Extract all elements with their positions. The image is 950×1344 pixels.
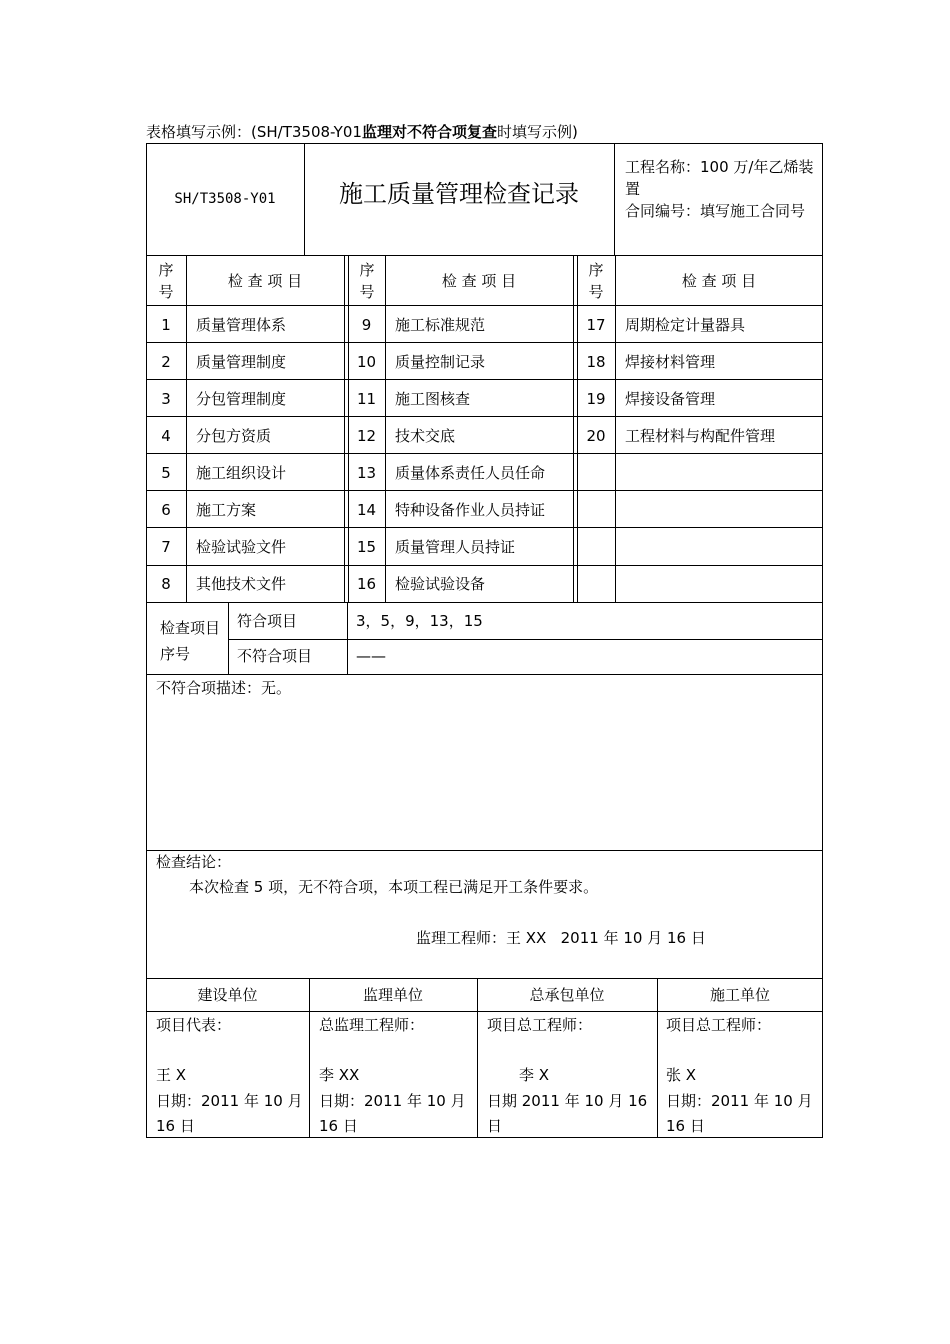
item-name: 质量管理人员持证 [395, 538, 516, 556]
item-no: 1 [161, 316, 171, 334]
item-header-2: 检 查 项 目 [441, 272, 517, 290]
item-name: 检验试验设备 [395, 575, 486, 593]
item-name: 质量管理制度 [196, 353, 287, 371]
item-no: 4 [161, 427, 171, 445]
item-no: 10 [356, 353, 377, 371]
item-name: 施工方案 [196, 501, 257, 519]
item-no: 13 [356, 464, 377, 482]
item-name: 检验试验文件 [196, 538, 287, 556]
caption-bold: 监理对不符合项复查 [361, 123, 497, 141]
item-no: 17 [586, 316, 606, 334]
seq-header-1: 序号 [158, 261, 174, 301]
project-name-label: 工程名称： [625, 158, 701, 176]
item-no: 3 [161, 390, 171, 408]
seq-section-label: 检查项目序号 [160, 619, 221, 663]
item-name: 分包方资质 [196, 427, 272, 445]
item-header-3: 检 查 项 目 [681, 272, 757, 290]
nonconform-value: —— [356, 647, 386, 665]
item-name: 质量控制记录 [395, 353, 486, 371]
example-caption [146, 121, 578, 142]
conclusion-label: 检查结论： [156, 853, 232, 871]
item-no: 12 [356, 427, 377, 445]
item-no: 14 [356, 501, 377, 519]
item-no: 2 [161, 353, 171, 371]
signoff-role: 项目总工程师： [487, 1016, 593, 1034]
contract-label: 合同编号： [625, 202, 701, 220]
item-name: 技术交底 [395, 427, 456, 445]
item-name: 焊接材料管理 [625, 353, 716, 371]
signoff-unit-owner: 建设单位 [197, 986, 258, 1004]
signoff-date: 日期：2011 年 10 月 16 日 [156, 1092, 303, 1135]
item-no: 6 [161, 501, 171, 519]
item-name: 焊接设备管理 [625, 390, 716, 408]
item-no: 18 [586, 353, 606, 371]
item-no: 16 [356, 575, 377, 593]
item-name: 施工图核查 [395, 390, 471, 408]
signoff-name: 王 X [156, 1066, 187, 1084]
contract-value: 填写施工合同号 [700, 202, 806, 220]
nonconformity-description: 不符合项描述：无。 [156, 679, 292, 697]
item-name: 分包管理制度 [196, 390, 287, 408]
signoff-date: 日期：2011 年 10 月 16 日 [319, 1092, 466, 1135]
form-title: 施工质量管理检查记录 [339, 180, 579, 208]
item-name: 施工标准规范 [395, 316, 486, 334]
item-no: 9 [361, 316, 372, 334]
signoff-date: 日期：2011 年 10 月 16 日 [666, 1092, 813, 1135]
item-header-1: 检 查 项 目 [227, 272, 303, 290]
item-name: 质量体系责任人员任命 [395, 464, 546, 482]
item-name: 质量管理体系 [196, 316, 287, 334]
caption-prefix: 表格填写示例：(SH/T3508-Y01 [146, 123, 362, 141]
signoff-role: 项目代表： [156, 1016, 232, 1034]
item-no: 5 [161, 464, 171, 482]
signoff-unit-construction: 施工单位 [709, 986, 770, 1004]
seq-header-3: 序号 [588, 261, 604, 301]
conclusion-signature: 监理工程师：王 XX 2011 年 10 月 16 日 [416, 929, 706, 947]
nonconform-label: 不符合项目 [237, 647, 313, 665]
item-no: 7 [161, 538, 171, 556]
seq-header-2: 序号 [359, 261, 375, 301]
item-no: 20 [586, 427, 606, 445]
form-code: SH/T3508-Y01 [174, 191, 276, 207]
project-info [625, 156, 817, 222]
item-no: 15 [356, 538, 377, 556]
signoff-name: 李 X [519, 1066, 550, 1084]
conform-value: 3，5，9，13，15 [356, 612, 483, 630]
conclusion-text: 本次检查 5 项，无不符合项，本项工程已满足开工条件要求。 [189, 878, 599, 896]
item-no: 11 [356, 390, 377, 408]
item-name: 工程材料与构配件管理 [625, 427, 776, 445]
item-no: 8 [161, 575, 171, 593]
item-name: 其他技术文件 [196, 575, 287, 593]
signoff-unit-supervisor: 监理单位 [362, 986, 423, 1004]
project-name: 100 万/年乙烯装置 [625, 158, 814, 198]
signoff-role: 总监理工程师： [319, 1016, 425, 1034]
conform-label: 符合项目 [237, 612, 298, 630]
caption-suffix: 时填写示例) [496, 123, 578, 141]
item-name: 周期检定计量器具 [625, 316, 746, 334]
item-no: 19 [586, 390, 606, 408]
item-name: 施工组织设计 [196, 464, 287, 482]
signoff-role: 项目总工程师： [666, 1016, 772, 1034]
item-name: 特种设备作业人员持证 [395, 501, 546, 519]
signoff-date: 日期 2011 年 10 月 16 日 [487, 1092, 648, 1135]
signoff-name: 李 XX [319, 1066, 360, 1084]
signoff-name: 张 X [666, 1066, 697, 1084]
signoff-unit-general-contractor: 总承包单位 [529, 986, 605, 1004]
